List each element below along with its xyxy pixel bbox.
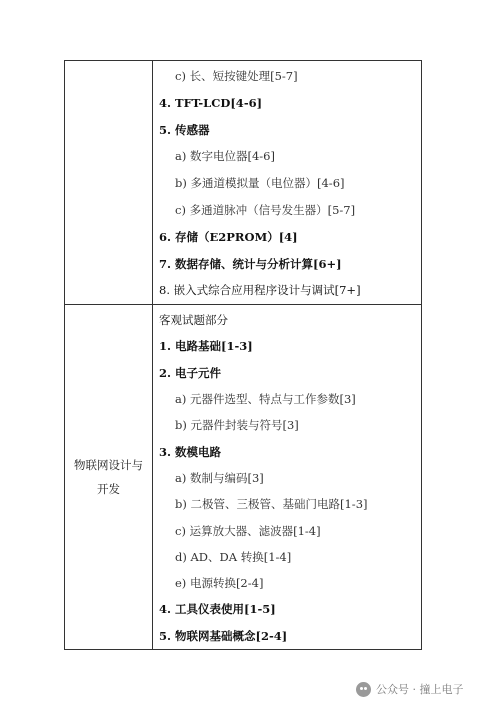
watermark [356, 680, 464, 698]
row-category-cell [65, 305, 153, 650]
list-item: a) 数字电位器[4-6] [175, 149, 275, 164]
row-category-label-line2: 开发 [97, 482, 120, 497]
list-item: 6. 存储（E2PROM）[4] [159, 229, 298, 244]
watermark-text: 公众号 · 撞上电子 [376, 683, 464, 696]
table-row-iot-design [65, 305, 422, 650]
list-item: 1. 电路基础[1-3] [159, 339, 253, 354]
list-item: 3. 数模电路 [159, 444, 222, 459]
list-item: b) 多通道模拟量（电位器）[4-6] [175, 176, 345, 191]
row-category-cell-empty [65, 61, 153, 305]
row-content-cell [153, 305, 422, 650]
list-item: 5. 传感器 [159, 122, 210, 137]
row-content-cell [153, 61, 422, 305]
list-item: 5. 物联网基础概念[2-4] [159, 628, 288, 643]
list-item: c) 运算放大器、滤波器[1-4] [175, 523, 321, 538]
list-item: b) 元器件封装与符号[3] [175, 418, 299, 433]
syllabus-table [64, 60, 422, 650]
list-item: c) 多通道脉冲（信号发生器）[5-7] [175, 202, 356, 217]
wechat-icon [356, 682, 371, 697]
list-item: 2. 电子元件 [159, 365, 222, 380]
list-item: 8. 嵌入式综合应用程序设计与调试[7+] [159, 283, 361, 298]
list-item: c) 长、短按键处理[5-7] [175, 69, 298, 83]
list-item: a) 元器件选型、特点与工作参数[3] [175, 392, 356, 407]
section-heading: 客观试题部分 [159, 313, 228, 328]
list-item: d) AD、DA 转换[1-4] [175, 549, 292, 564]
list-item: 4. 工具仪表使用[1-5] [159, 602, 276, 617]
row-category-label-line1: 物联网设计与 [74, 458, 143, 473]
list-item: e) 电源转换[2-4] [175, 576, 264, 591]
list-item: 4. TFT-LCD[4-6] [159, 95, 263, 110]
list-item: 7. 数据存储、统计与分析计算[6+] [159, 256, 342, 271]
list-item: b) 二极管、三极管、基础门电路[1-3] [175, 497, 368, 512]
list-item: a) 数制与编码[3] [175, 470, 264, 485]
table-row-continued [65, 61, 422, 305]
